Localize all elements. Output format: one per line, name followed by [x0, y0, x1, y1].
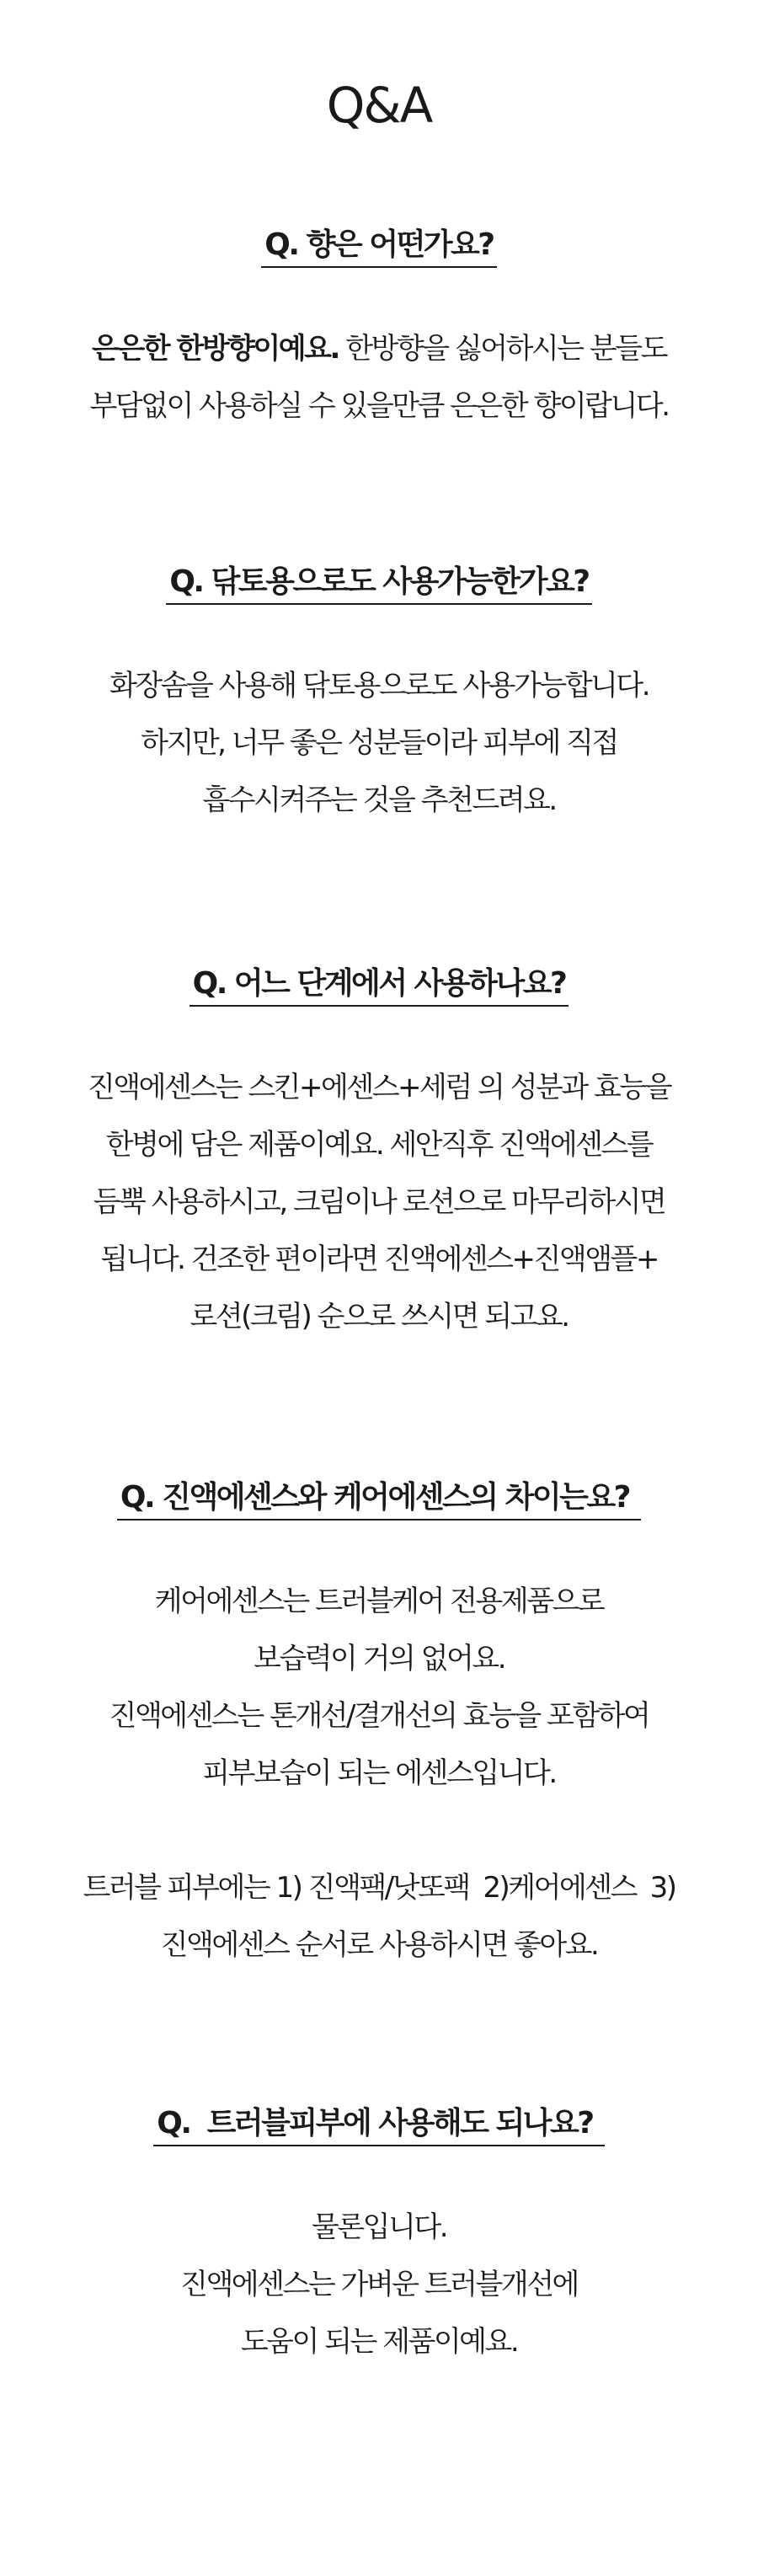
answer-line: 도움이 되는 제품이예요. — [240, 2325, 518, 2359]
question-heading: Q. 어느 단계에서 사용하나요? — [190, 965, 569, 1007]
answer-line: 피부보습이 되는 에센스입니다. — [202, 1756, 556, 1790]
answer-line: 케어에센스는 트러블케어 전용제품으로 — [154, 1585, 604, 1618]
question-heading: Q. 향은 어떤가요? — [261, 226, 496, 268]
page-title: Q&A — [326, 77, 432, 134]
answer-line: 물론입니다. — [311, 2210, 447, 2244]
answer-text — [0, 2199, 758, 2370]
paragraph-gap — [0, 1802, 758, 1859]
answer-text — [0, 1059, 758, 1345]
answer-text — [0, 320, 758, 435]
answer-text — [0, 657, 758, 829]
answer-line — [0, 320, 758, 377]
answer-line: 로션(크림) 순으로 쓰시면 되고요. — [190, 1300, 568, 1333]
answer-line: 보습력이 거의 없어요. — [253, 1642, 505, 1675]
answer-line: 한병에 담은 제품이예요. 세안직후 진액에센스를 — [105, 1128, 653, 1162]
answer-line: 진액에센스는 스킨+에센스+세럼 의 성분과 효능을 — [87, 1071, 671, 1104]
answer-line-rest: 한방향을 싫어하시는 분들도 — [338, 332, 666, 366]
answer-highlight: 은은한 한방향이예요. — [92, 332, 339, 366]
question-heading: Q. 진액에센스와 케어에센스의 차이는요? — [117, 1478, 641, 1520]
question-heading: Q. 닦토용으로도 사용가능한가요? — [166, 563, 591, 605]
qa-item-usage-step — [0, 965, 758, 1345]
answer-line: 흡수시켜주는 것을 추천드려요. — [202, 783, 556, 817]
qa-item-toner-use — [0, 563, 758, 829]
question-heading: Q. 트러블피부에 사용해도 되나요? — [153, 2104, 604, 2146]
qa-item-difference — [0, 1478, 758, 1974]
qa-item-trouble-skin — [0, 2104, 758, 2370]
answer-line: 진액에센스 순서로 사용하시면 좋아요. — [160, 1928, 598, 1962]
answer-text — [0, 1573, 758, 1974]
answer-line: 진액에센스는 톤개선/결개선의 효능을 포함하여 — [109, 1699, 649, 1733]
answer-line: 됩니다. 건조한 편이라면 진액에센스+진액앰플+ — [100, 1243, 658, 1276]
answer-line: 트러블 피부에는 1) 진액팩/낫또팩 2)케어에센스 3) — [83, 1871, 675, 1905]
answer-line: 부담없이 사용하실 수 있을만큼 은은한 향이랍니다. — [89, 389, 669, 423]
qa-item-scent — [0, 226, 758, 435]
answer-line: 진액에센스는 가벼운 트러블개선에 — [180, 2268, 578, 2301]
answer-line: 화장솜을 사용해 닦토용으로도 사용가능합니다. — [109, 669, 649, 703]
answer-line: 하지만, 너무 좋은 성분들이라 피부에 직접 — [141, 726, 617, 760]
answer-line: 듬뿍 사용하시고, 크림이나 로션으로 마무리하시면 — [93, 1185, 665, 1219]
